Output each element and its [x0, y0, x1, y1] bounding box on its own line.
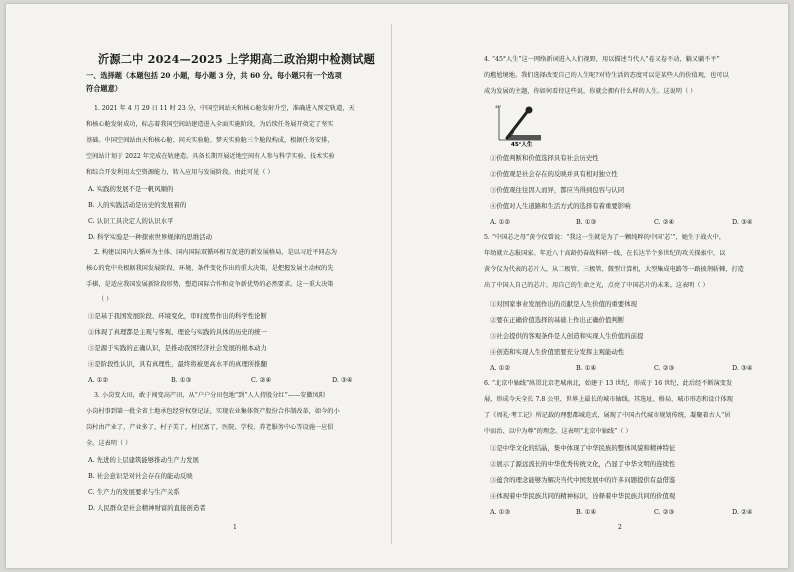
q1-line: 1. 2021 年 4 月 29 日 11 时 23 分，中国空间站天和核心舱发射升空，准确进入预定轨道，天 [94, 105, 355, 112]
section1-heading-cont: 符合题意） [86, 84, 122, 93]
leaning-figure [507, 112, 527, 138]
q5-answer-c: C. ②③ [654, 364, 675, 372]
q1-option-b: B. 人的实践活动是历史的发展着的 [88, 201, 187, 209]
q6-item: ④体现着中华民族共同的精神标识，诠释着中华民族共同的价值观 [490, 492, 676, 500]
q2-answer-c: C. ②④ [251, 376, 272, 384]
page-number: 1 [233, 524, 237, 531]
q6-answer-b: B. ①④ [576, 508, 597, 516]
q6-line: 展，形成今天全长 7.8 公里、世界上最长的城市轴线。其选址、格局、城市形态和设计体现 [484, 396, 733, 403]
q2-line: 核心的党中央根据我国发展阶段、环境、条件变化作出的重大决策，是把握发展主动权的先 [86, 265, 334, 272]
q1-option-c: C. 认识工具决定人的认识水平 [88, 217, 174, 225]
q6-item: ①是中华文化的结晶，集中体现了中华民族的整体风貌和精神特征 [490, 444, 676, 452]
q2-line: 2. 构建以国内大循环为主体、国内国际双循环相互促进的新发展格局，是以习近平同志为 [94, 249, 337, 256]
45-degree-life-illustration [493, 102, 545, 148]
q3-line: 全。这表明（ ） [86, 440, 132, 447]
q2-item: ②体现了真理都是主观与客观、理论与实践的具体的历史的统一 [88, 328, 267, 336]
q1-option-d: D. 科学实验是一种探索世界规律的思维活动 [88, 233, 212, 241]
q4-item: ①价值判断和价值选择具有社会历史性 [490, 154, 599, 162]
q5-item: ①对国家事业发展作出的贡献是人生价值的重要体现 [490, 300, 637, 308]
q5-answer-d: D. ③④ [732, 364, 753, 372]
q5-item: ③社会提供的客观条件是人创造和实现人生价值的前提 [490, 332, 644, 340]
q3-line: 3. 小岗变大田，敢于闯变高产田，从“户户分田包地”到“人人持股分红”——安徽凤阳 [94, 392, 325, 399]
q6-answer-c: C. ②③ [654, 508, 675, 516]
q2-answer-a: A. ①② [88, 376, 109, 384]
section1-heading: 一、选择题（本题包括 20 小题，每小题 3 分，共 60 分。每小题只有一个选项 [86, 71, 342, 80]
q5-line: 出了中国人自己的芯片，用自己的生命之光，点亮了中国芯片的未来。这表明（ ） [484, 282, 709, 289]
q2-line: （ ） [98, 296, 113, 303]
q6-line: 中而治、以中为尊”的理念。这表明“北京中轴线”（ ） [484, 428, 632, 435]
angle-label: 45° [495, 105, 502, 109]
q2-answer-b: B. ①③ [171, 376, 192, 384]
q4-line: 4. “45°人生”这一网络新词进入人们视野，用以描述当代人“卷又卷不动，躺又躺不平” [484, 56, 720, 63]
q2-item: ④是阶段性认识，具有真理性，最终将被更高水平的真理所推翻 [88, 360, 267, 368]
q2-item: ①是基于我国发展阶段、环境变化，审时度势作出的科学性论断 [88, 312, 267, 320]
exam-sheet [6, 4, 788, 568]
q1-line: 和核心舱发射成功，标志着我国空间站建造进入全面实施阶段，为后续任务展开奠定了坚实 [86, 121, 334, 128]
q6-line: 6. “北京中轴线”纵贯北京老城南北，始建于 13 世纪，形成于 16 世纪，此后经不断演变发 [484, 380, 733, 387]
q5-line: 5. “中国芯之母”黄令仪曾说：“我这一生就是为了一颗纯粹的中国‘芯’”，她生于战火中， [484, 234, 726, 241]
q6-item: ②展示了源远流长的中华优秀传统文化，凸显了中华文明的连续性 [490, 460, 676, 468]
q5-line: 黄令仪为代表的芯片人，从二极管、三极管、微型计算机，大型集成电路等一路披荆斩棘，打造 [484, 266, 744, 273]
q3-line: 岗村由产业了，产业多了，村子美了，村民富了，医院、学校、养老服务中心等设施一应俱 [86, 424, 334, 431]
q1-option-a: A. 实践的发展不是一帆风顺的 [88, 185, 174, 193]
page-number: 2 [618, 524, 622, 531]
ground-block [507, 135, 541, 140]
q4-item: ③价值观往往因人而异，都应当得到包容与认同 [490, 186, 625, 194]
q4-line: 成为发展的主题，你如何看待这些说，你就会拥有什么样的人生。这说明（ ） [484, 88, 697, 95]
q5-line: 年幼就立志报国家。年近八十高龄仍奋战科研一线，在长达半个多世纪的攻关探索中，以 [484, 250, 726, 257]
column-divider [391, 24, 392, 544]
q4-item: ④价值对人生道路和生活方式的选择有着重要影响 [490, 202, 631, 210]
q4-answer-b: B. ①③ [576, 218, 597, 226]
q5-answer-b: B. ①④ [576, 364, 597, 372]
q3-option-a: A. 先进的上层建筑能够推动生产力发展 [88, 456, 199, 464]
q2-item: ③是源于实践的正确认识，是推动我国经济社会发展的根本动力 [88, 344, 267, 352]
q1-line: 基础。中国空间站由天和核心舱、问天实验舱、梦天实验舱三个舱段构成，根据任务安排， [86, 137, 334, 144]
q5-item: ④创造和实现人生价值需要充分发挥主观能动性 [490, 348, 625, 356]
q5-answer-a: A. ①② [490, 364, 511, 372]
q2-answer-d: D. ③④ [332, 376, 353, 384]
q6-answer-a: A. ①③ [490, 508, 511, 516]
q5-item: ②要在正确价值选择的基础上作出正确价值判断 [490, 316, 625, 324]
figure-head [526, 107, 533, 114]
q6-line: 了《周礼·考工记》所记载的理想都城范式，展现了中国古代城市规划传统，凝聚着古人“居 [484, 412, 731, 419]
q3-line: 小岗村事到第一批全省土地承包经营权登记证，实现农业集体资产股份合作制改革，如今的小 [86, 408, 340, 415]
q3-option-c: C. 生产力的发展要求与生产关系 [88, 488, 180, 496]
q6-item: ③蕴含的理念能够为解决当代中国发展中的许多问题提供有益借鉴 [490, 476, 676, 484]
q4-line: 的尴尬境地。我们选择改变自己的人生呢?对待生活的态度可以是某些人的价值观，也可以 [484, 72, 729, 79]
figure-caption: 45°人生 [511, 142, 533, 148]
q2-line: 手棋，是适应我国发展新阶段形势，塑造国际合作和竞争新优势的必然要求。这一重大决策 [86, 281, 334, 288]
q1-line: 和综合开发利用太空资源能力，转入应用与发展阶段。由此可见（ ） [86, 169, 274, 176]
q4-answer-a: A. ①② [490, 218, 511, 226]
q3-option-b: B. 社会意识是对社会存在的能动反映 [88, 472, 193, 480]
page-1 [6, 4, 381, 568]
q6-answer-d: D. ②④ [732, 508, 753, 516]
exam-title: 沂源二中 2024—2025 上学期高二政治期中检测试题 [98, 52, 376, 66]
q3-option-d: D. 人民群众是社会精神财富的直接创造者 [88, 504, 206, 512]
q4-answer-c: C. ②④ [654, 218, 675, 226]
q4-item: ②价值观是社会存在的反映并具有相对独立性 [490, 170, 618, 178]
q4-answer-d: D. ③④ [732, 218, 753, 226]
q1-line: 空间站计划于 2022 年完成在轨建造。具备长期开展近地空间有人参与科学实验、技术实验 [86, 153, 335, 160]
